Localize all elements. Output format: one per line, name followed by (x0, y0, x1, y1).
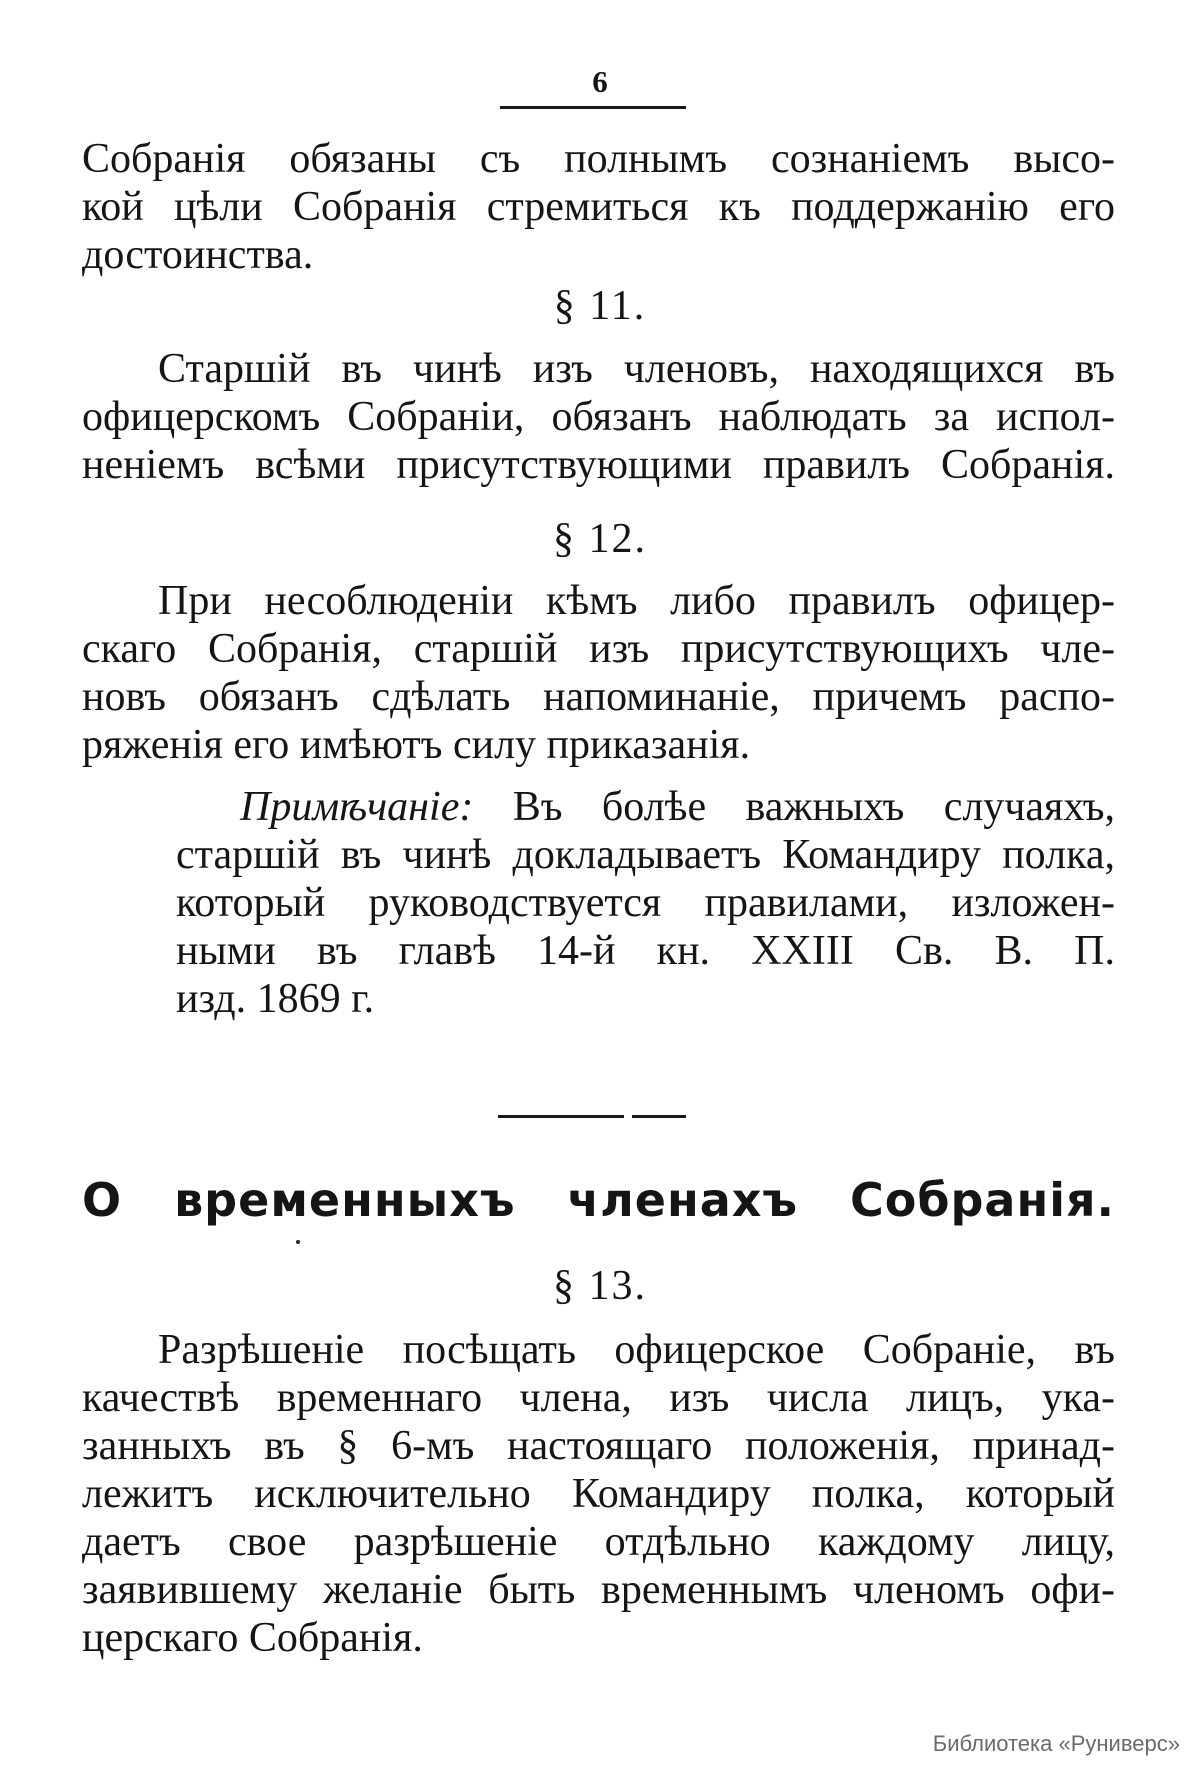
paragraph-heading-11: § 11. (553, 283, 647, 329)
header-rule (500, 106, 686, 109)
text-line: неніемъ всѣми присутствующими правилъ Собранія. (82, 442, 1115, 488)
section-divider (498, 1115, 624, 1118)
note-line: который руководствуется правилами, изложен- (176, 880, 1115, 926)
section-divider-dash (632, 1115, 686, 1118)
text-line: кой цѣли Собранія стремиться къ поддержанію его (82, 184, 1115, 230)
text-line: ряженія его имѣютъ силу приказанія. (82, 722, 751, 768)
text-line: достоинства. (82, 232, 314, 278)
text-line: занныхъ въ § 6-мъ настоящаго положенія, принад- (82, 1423, 1115, 1469)
note-line: изд. 1869 г. (176, 976, 375, 1022)
text-line: даетъ свое разрѣшеніе отдѣльно каждому лицу, (82, 1519, 1115, 1565)
text-line: скаго Собранія, старшій изъ присутствующихъ чле- (82, 626, 1115, 672)
text-line: лежитъ исключительно Командиру полка, который (82, 1471, 1115, 1517)
note-line: ными въ главѣ 14-й кн. XXIII Св. В. П. (176, 928, 1115, 974)
text-line: качествѣ временнаго члена, изъ числа лицъ, ука- (82, 1375, 1115, 1421)
text-line: новъ обязанъ сдѣлать напоминаніе, причемъ распо- (82, 674, 1115, 720)
page-number: 6 (592, 64, 608, 99)
text-line: церскаго Собранія. (82, 1615, 423, 1661)
section-title: О временныхъ членахъ Собранія. (82, 1173, 1115, 1227)
text-line: Разрѣшеніе посѣщать офицерское Собраніе, въ (158, 1327, 1115, 1373)
text-line: Старшій въ чинѣ изъ членовъ, находящихся въ (158, 346, 1115, 392)
library-watermark: Библиотека «Руниверс» (932, 1731, 1180, 1756)
paragraph-heading-12: § 12. (553, 516, 647, 562)
paragraph-heading-13: § 13. (553, 1263, 647, 1309)
text-line: Собранія обязаны съ полнымъ сознаніемъ высо- (82, 136, 1115, 182)
note-label: Примѣчаніе: (240, 784, 474, 830)
text-line: заявившему желаніе быть временнымъ членомъ офи- (82, 1567, 1115, 1613)
text-line: При несоблюденіи кѣмъ либо правилъ офицер- (158, 578, 1115, 624)
note-first-line (240, 783, 1115, 831)
note-text: Въ болѣе важныхъ случаяхъ, (512, 784, 1115, 830)
text-line: офицерскомъ Собраніи, обязанъ наблюдать за испол- (82, 394, 1115, 440)
print-speck (296, 1240, 300, 1244)
note-line: старшій въ чинѣ докладываетъ Командиру полка, (176, 832, 1115, 878)
